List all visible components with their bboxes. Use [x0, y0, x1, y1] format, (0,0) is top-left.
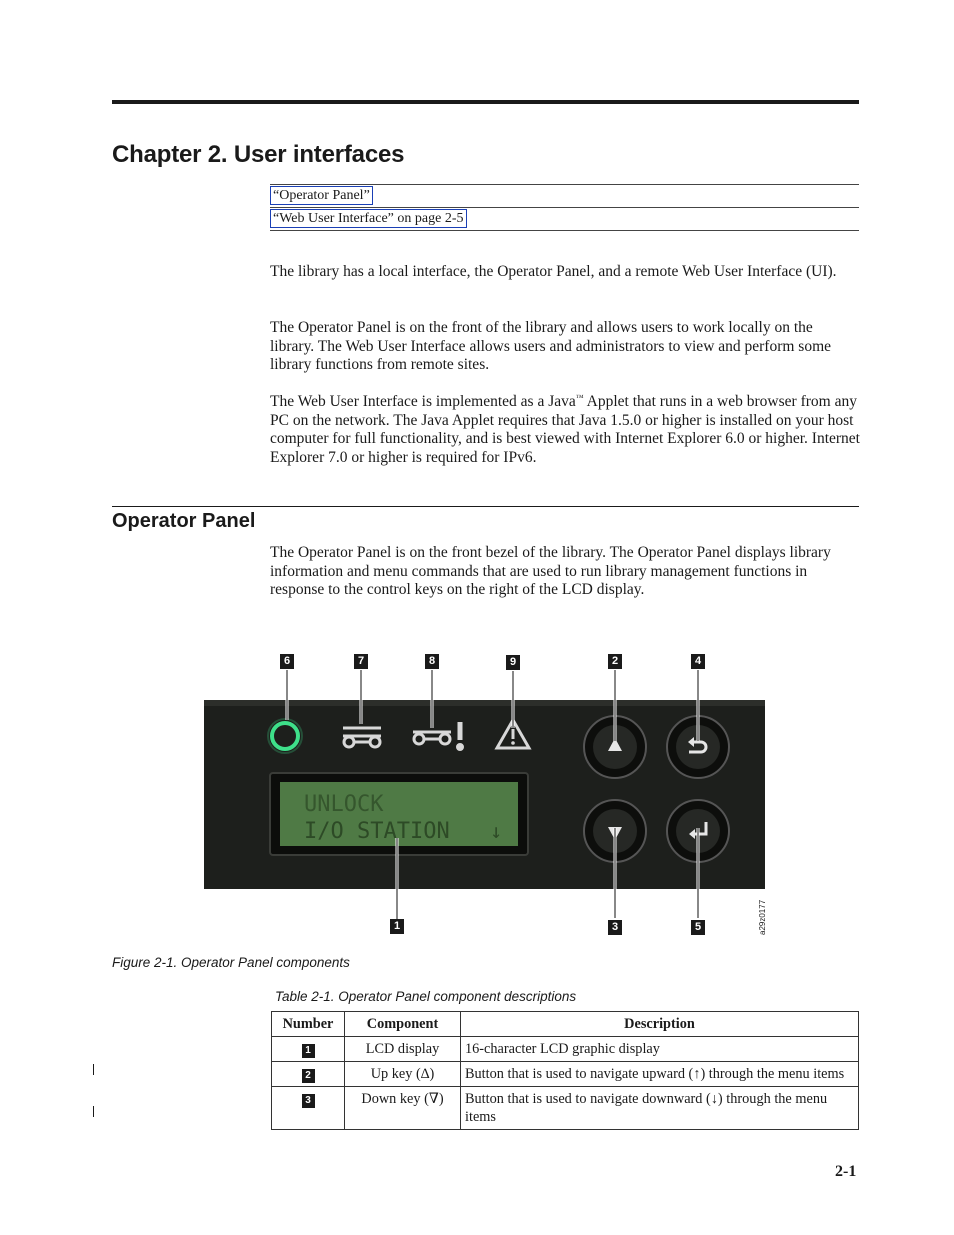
- callout-2: 2: [608, 654, 622, 669]
- intro-paragraph-2: The Operator Panel is on the front of the library and allows users to work locally on the library. The Web User Interface allows users and administrators to view and perform some library functions from remote sites.: [270, 319, 832, 374]
- lcd-arrow: ↓: [490, 819, 503, 843]
- lcd-line-1: UNLOCK: [304, 792, 384, 817]
- section-paragraph: The Operator Panel is on the front bezel of the library. The Operator Panel displays library information and menu commands that are used to run library management functions in response to the control keys on the right of the LCD display.: [270, 544, 831, 599]
- row-number-badge: 1: [302, 1044, 315, 1058]
- row-component: LCD display: [345, 1037, 461, 1062]
- header-component: Component: [345, 1012, 461, 1037]
- figure-caption: Figure 2-1. Operator Panel components: [112, 955, 350, 970]
- table-row: [272, 1062, 859, 1087]
- callout-9: 9: [506, 655, 520, 670]
- section-title: Operator Panel: [112, 510, 256, 532]
- operator-panel-illustration: [200, 648, 780, 940]
- chapter-top-rule: [112, 100, 859, 104]
- operator-panel-figure: [200, 648, 780, 940]
- callout-1: 1: [390, 919, 404, 934]
- change-bar: [93, 1064, 94, 1075]
- row-number-badge: 2: [302, 1069, 315, 1083]
- intro-paragraph-1: The library has a local interface, the Operator Panel, and a remote Web User Interface (UI).: [270, 263, 837, 280]
- lcd-line-2: I/O STATION: [304, 819, 450, 844]
- chapter-toc: [270, 184, 859, 231]
- table-row: [272, 1087, 859, 1130]
- table-row: [272, 1037, 859, 1062]
- callout-5: 5: [691, 920, 705, 935]
- page-number: 2-1: [835, 1163, 857, 1180]
- toc-link-web-user-interface[interactable]: “Web User Interface” on page 2-5: [270, 209, 467, 228]
- callout-3: 3: [608, 920, 622, 935]
- row-description: 16-character LCD graphic display: [461, 1037, 859, 1062]
- table-caption: Table 2-1. Operator Panel component descriptions: [275, 989, 577, 1004]
- row-component: Up key (∆): [345, 1062, 461, 1087]
- row-component: Down key (∇): [345, 1087, 461, 1130]
- table-header-row: [272, 1012, 859, 1037]
- callout-8: 8: [425, 654, 439, 669]
- intro-p3-text-a: The Web User Interface is implemented as a Java: [270, 393, 576, 410]
- row-number-cell: [272, 1037, 345, 1062]
- callout-4: 4: [691, 654, 705, 669]
- toc-row: [270, 184, 859, 207]
- figure-id: a29z0177: [758, 899, 767, 935]
- row-description: Button that is used to navigate upward (↑) through the menu items: [461, 1062, 859, 1087]
- intro-p3-text-b: Applet that runs in a web browser from any PC on the network. The Java Applet requires that Java 1.5.0 or higher is installed on your host computer for full functionality, and is best viewed with Internet Explorer 6.0 or higher. Internet Explorer 7.0 or higher is required for IPv6.: [270, 393, 860, 467]
- section-rule: [112, 506, 859, 507]
- callout-7: 7: [354, 654, 368, 669]
- row-description: Button that is used to navigate downward (↓) through the menu items: [461, 1087, 859, 1130]
- component-table: [271, 1011, 859, 1130]
- header-description: Description: [461, 1012, 859, 1037]
- row-number-cell: [272, 1062, 345, 1087]
- trademark-symbol: ™: [575, 392, 584, 402]
- header-number: Number: [272, 1012, 345, 1037]
- chapter-title: Chapter 2. User interfaces: [112, 141, 405, 168]
- callout-6: 6: [280, 654, 294, 669]
- change-bar: [93, 1106, 94, 1117]
- intro-paragraph-3: [270, 393, 860, 468]
- row-number-badge: 3: [302, 1094, 315, 1108]
- toc-row: [270, 207, 859, 231]
- row-number-cell: [272, 1087, 345, 1130]
- toc-link-operator-panel[interactable]: “Operator Panel”: [270, 186, 373, 205]
